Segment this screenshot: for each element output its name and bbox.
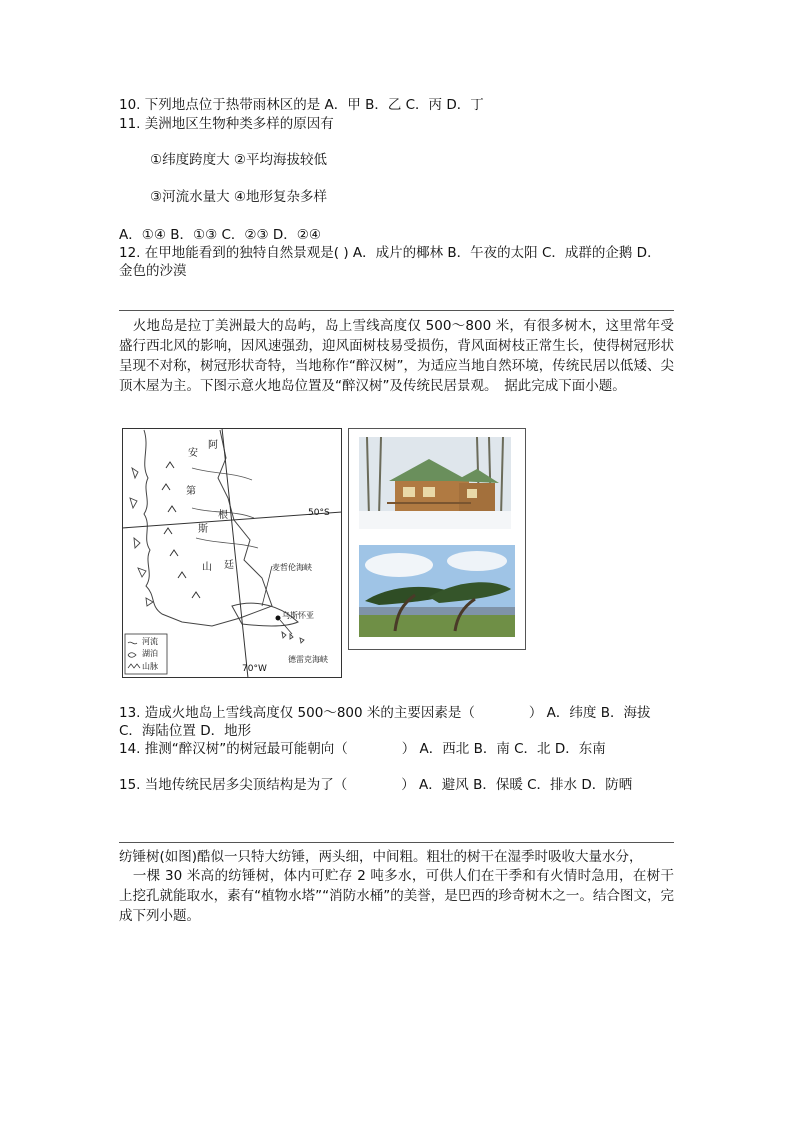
- photo-panel: [348, 428, 526, 650]
- question-11-options-2: ③河流水量大 ④地形复杂多样: [150, 189, 327, 205]
- map-label-country-3: 廷: [224, 560, 234, 571]
- legend-river: 河流: [142, 637, 158, 646]
- map-label-mountain-2: 第: [186, 486, 196, 497]
- map-label-drake: 德雷克海峡: [288, 655, 328, 664]
- map-label-mountain-3: 斯: [198, 524, 208, 535]
- map-figure: [122, 428, 342, 678]
- map-label-mountain-1: 安: [188, 448, 198, 459]
- question-14: 14. 推测“醉汉树”的树冠最可能朝向（ ） A．西北 B．南 C．北 D．东南: [119, 741, 606, 757]
- map-label-longitude: 70°W: [242, 664, 267, 674]
- divider: [119, 310, 674, 311]
- drunken-tree-photo: [359, 545, 515, 637]
- question-13: 13. 造成火地岛上雪线高度仅 500～800 米的主要因素是（ ） A．纬度 B．海拔 C．海陆位置 D．地形: [119, 705, 651, 739]
- map-label-latitude: 50°S: [308, 508, 330, 518]
- map-label-magellan: 麦哲伦海峡: [272, 563, 312, 572]
- divider: [119, 842, 674, 843]
- legend-lake: 湖泊: [142, 649, 158, 658]
- map-label-country-1: 阿: [208, 440, 218, 451]
- map-label-ushuaia: 乌斯怀亚: [282, 611, 314, 620]
- cabin-photo: [359, 437, 511, 529]
- map-label-country-2: 根: [218, 510, 228, 521]
- passage-bottle-tree-line-1: 纺锤树(如图)酷似一只特大纺锤，两头细，中间粗。粗壮的树干在湿季时吸收大量水分，: [119, 849, 643, 865]
- ushuaia-dot: [276, 616, 281, 621]
- legend-mountain: 山脉: [142, 662, 158, 671]
- question-15: 15. 当地传统民居多尖顶结构是为了（ ） A．避风 B．保暖 C．排水 D．防晒: [119, 777, 633, 793]
- passage-fire-island: 火地岛是拉丁美洲最大的岛屿，岛上雪线高度仅 500～800 米，有很多树木，这里常年受盛行西北风的影响，因风速强劲，迎风面树枝易受损伤，背风面树枝正常生长，使得树冠形状呈现不对称，树冠形状奇特，当地称作“醉汉树”，为适应当地自然环境，传统民居以低矮、尖顶木屋为主。下图示意火地岛位置及“醉汉树”及传统民居景观。 据此完成下面小题。: [119, 318, 674, 394]
- question-11-options-1: ①纬度跨度大 ②平均海拔较低: [150, 152, 327, 168]
- question-11-choices: A．①④ B．①③ C．②③ D．②④: [119, 227, 322, 243]
- question-10: 10. 下列地点位于热带雨林区的是 A．甲 B．乙 C．丙 D．丁: [119, 97, 484, 113]
- map-label-mountain-4: 山: [202, 562, 212, 573]
- question-12: 12. 在甲地能看到的独特自然景观是( ) A．成片的椰林 B．午夜的太阳 C．成群的企鹅 D．金色的沙漠: [119, 245, 661, 279]
- passage-bottle-tree: 一棵 30 米高的纺锤树，体内可贮存 2 吨多水，可供人们在干季和有火情时急用，在树干上挖孔就能取水，素有“植物水塔”“消防水桶”的美誉，是巴西的珍奇树木之一。结合图文，完成下列小题。: [119, 868, 674, 924]
- question-11: 11. 美洲地区生物种类多样的原因有: [119, 116, 334, 132]
